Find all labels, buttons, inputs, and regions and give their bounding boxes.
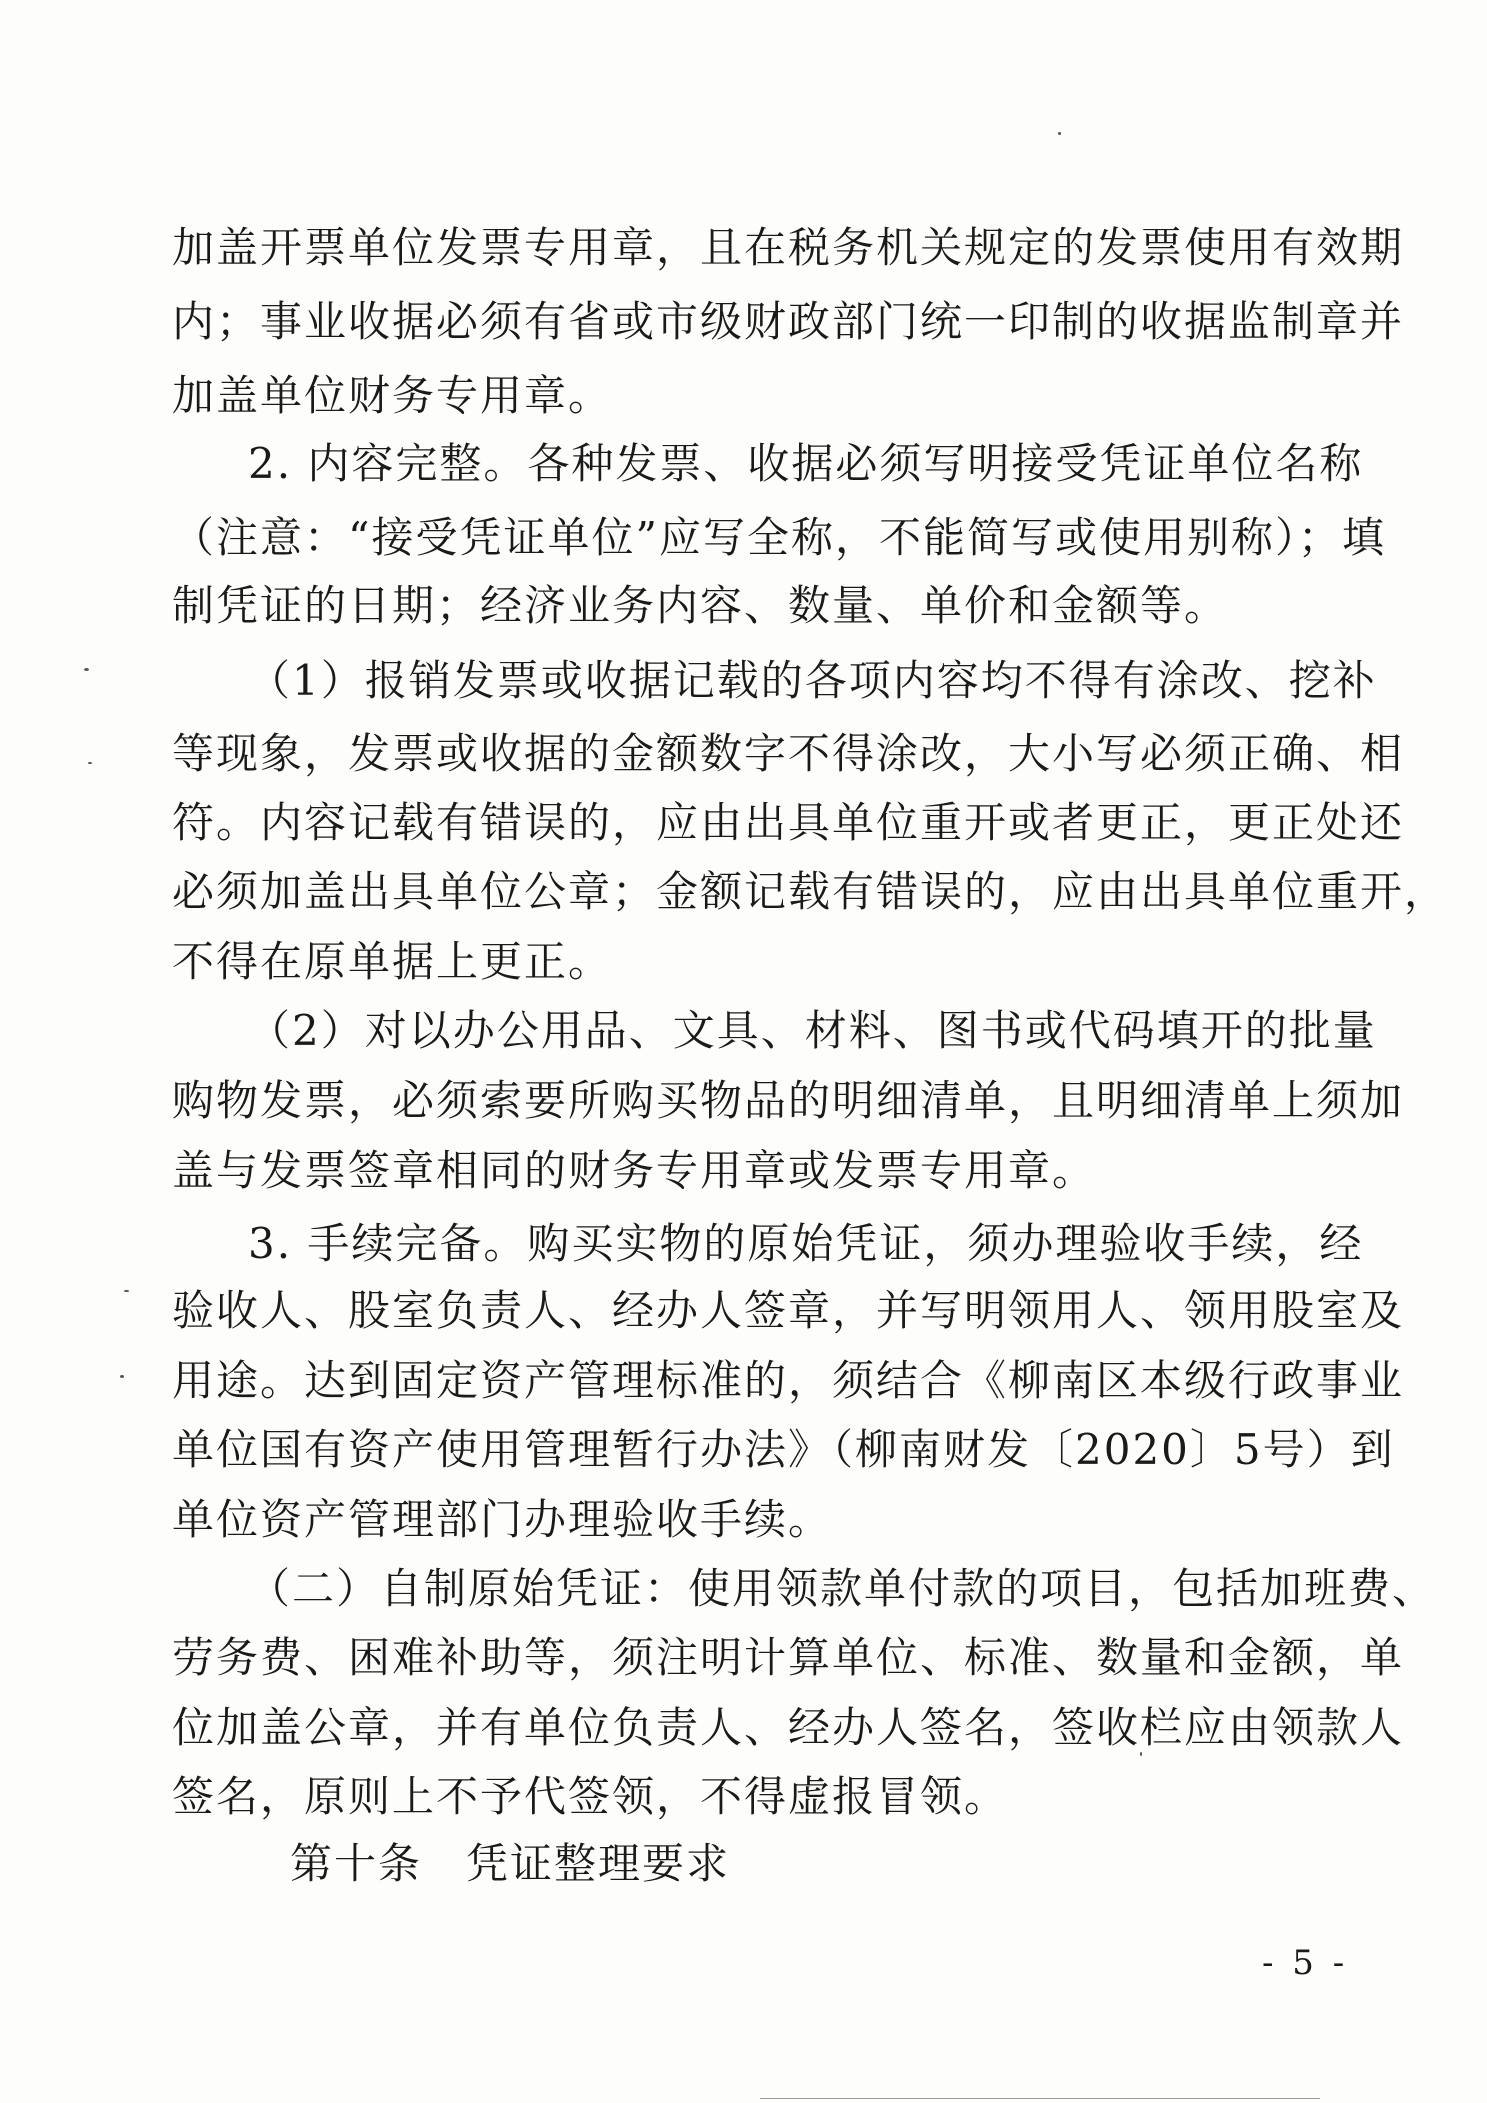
text-line: （二）自制原始凭证：使用领款单付款的项目，包括加班费、 — [248, 1564, 1437, 1613]
text-line: 等现象，发票或收据的金额数字不得涂改，大小写必须正确、相 — [172, 729, 1405, 778]
text-line: （2）对以办公用品、文具、材料、图书或代码填开的批量 — [248, 1006, 1377, 1055]
text-line: 盖与发票签章相同的财务专用章或发票专用章。 — [172, 1146, 1097, 1195]
text-line: 位加盖公章，并有单位负责人、经办人签名，签收栏应由领款人 — [172, 1703, 1405, 1752]
text-line: 不得在原单据上更正。 — [172, 937, 613, 986]
text-line: 用途。达到固定资产管理标准的，须结合《柳南区本级行政事业 — [172, 1356, 1405, 1405]
text-line: 2. 内容完整。各种发票、收据必须写明接受凭证单位名称 — [248, 439, 1364, 488]
text-line: 加盖开票单位发票专用章，且在税务机关规定的发票使用有效期 — [172, 223, 1405, 272]
page-number: - 5 - — [1262, 1943, 1349, 1983]
scan-speck — [84, 668, 89, 671]
text-line: 加盖单位财务专用章。 — [172, 371, 613, 420]
text-line: 单位资产管理部门办理验收手续。 — [172, 1495, 833, 1544]
text-line: 必须加盖出具单位公章；金额记载有错误的，应由出具单位重开， — [172, 867, 1449, 916]
text-line: 内；事业收据必须有省或市级财政部门统一印制的收据监制章并 — [172, 297, 1405, 346]
scan-speck — [1058, 132, 1061, 135]
text-line: 购物发票，必须索要所购买物品的明细清单，且明细清单上须加 — [172, 1076, 1405, 1125]
text-line: 劳务费、困难补助等，须注明计算单位、标准、数量和金额，单 — [172, 1633, 1405, 1682]
scan-speck — [1140, 1752, 1142, 1756]
scan-edge-line — [760, 2098, 1320, 2099]
section-heading: 第十条 凭证整理要求 — [290, 1839, 731, 1888]
text-line: （注意：“接受凭证单位”应写全称，不能简写或使用别称）；填 — [172, 513, 1386, 562]
text-line: 验收人、股室负责人、经办人签章，并写明领用人、领用股室及 — [172, 1286, 1405, 1335]
text-line: 单位国有资产使用管理暂行办法》（柳南财发〔2020〕5号）到 — [172, 1425, 1395, 1474]
scan-speck — [120, 1375, 124, 1378]
text-line: （1）报销发票或收据记载的各项内容均不得有涂改、挖补 — [248, 656, 1377, 705]
text-line: 制凭证的日期；经济业务内容、数量、单价和金额等。 — [172, 581, 1229, 630]
text-line: 符。内容记载有错误的，应由出具单位重开或者更正，更正处还 — [172, 798, 1405, 847]
scan-speck — [124, 1290, 129, 1292]
text-line: 签名，原则上不予代签领，不得虚报冒领。 — [172, 1772, 1009, 1821]
scan-speck — [88, 762, 92, 764]
text-line: 3. 手续完备。购买实物的原始凭证，须办理验收手续，经 — [248, 1219, 1364, 1268]
